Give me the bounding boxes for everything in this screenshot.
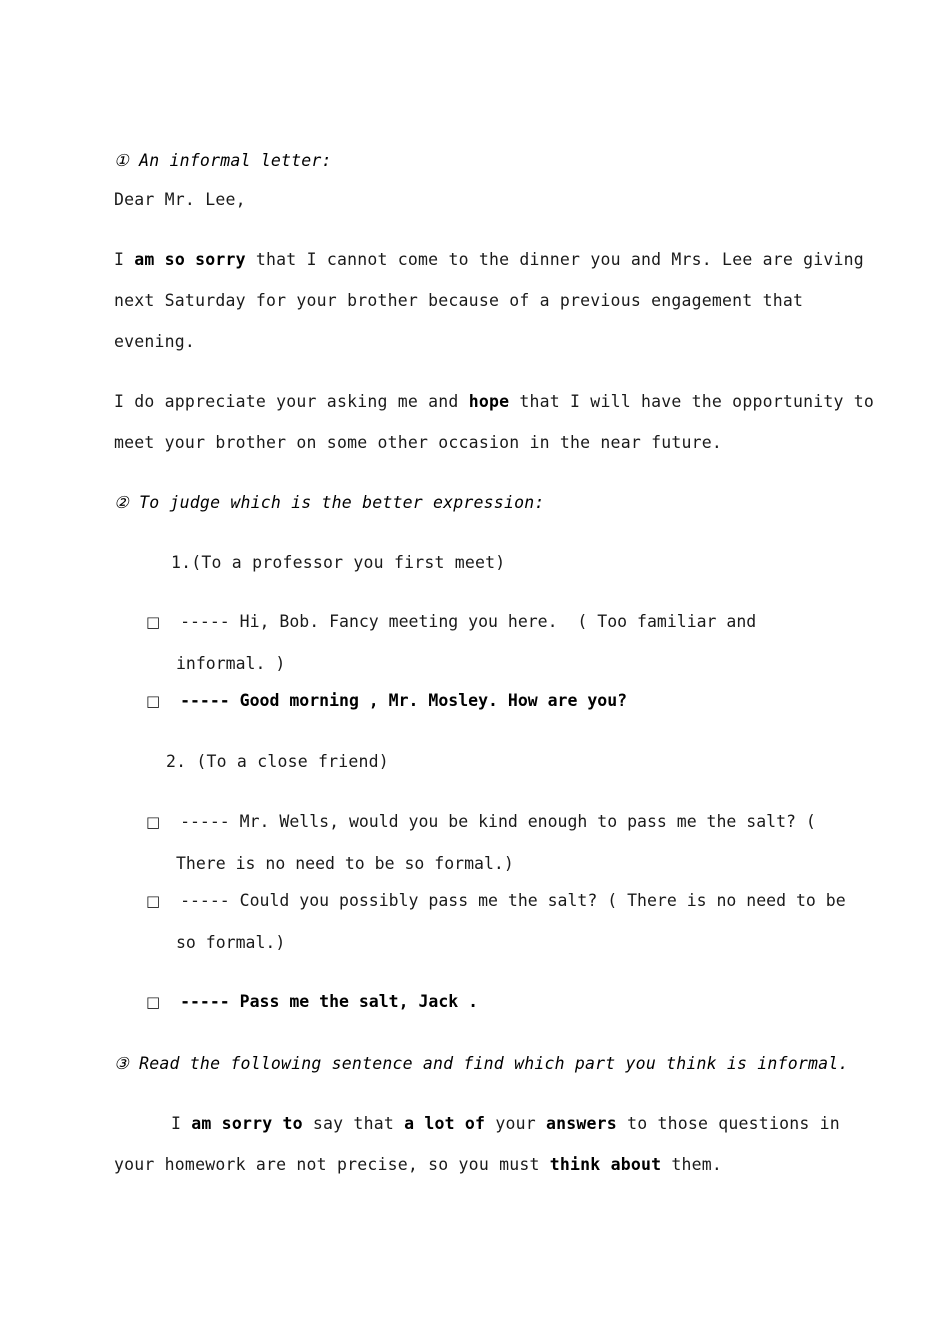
q2-option3 <box>146 991 478 1013</box>
text: your homework are not precise, so you must <box>114 1155 550 1174</box>
text: I <box>171 1114 192 1133</box>
section3-sentence-line1 <box>171 1113 840 1135</box>
q2-option2 <box>146 890 846 912</box>
text: I <box>114 250 135 269</box>
letter-paragraph2-line1 <box>114 391 874 413</box>
option-text-bold: ----- Pass me the salt, Jack . <box>180 992 479 1011</box>
section2-heading: ② To judge which is the better expression: <box>114 493 545 512</box>
bold-phrase: a lot of <box>404 1114 486 1133</box>
option-text: ----- Hi, Bob. Fancy meeting you here. ( Too familiar and <box>180 612 757 631</box>
question2-label: 2. (To a close friend) <box>166 752 389 771</box>
q2-option1 <box>146 811 816 833</box>
bold-phrase: hope <box>468 392 510 411</box>
letter-paragraph1-line1 <box>114 249 864 271</box>
bold-phrase: think about <box>549 1155 662 1174</box>
text: to those questions in <box>616 1114 840 1133</box>
bold-phrase: am sorry to <box>191 1114 303 1133</box>
option-text: ----- Could you possibly pass me the salt? ( There is no need to be <box>180 891 846 910</box>
section1-heading: ① An informal letter: <box>114 151 332 170</box>
q1-option1 <box>146 611 756 633</box>
q1-option1-continuation: informal. ) <box>176 654 286 673</box>
letter-paragraph1-line3: evening. <box>114 332 196 351</box>
text: I do appreciate your asking me and <box>114 392 469 411</box>
letter-paragraph1-line2: next Saturday for your brother because of a previous engagement that <box>114 291 804 310</box>
text: that I cannot come to the dinner you and Mrs. Lee are giving <box>245 250 864 269</box>
checkbox-icon[interactable]: □ <box>146 892 161 910</box>
text: say that <box>302 1114 405 1133</box>
checkbox-icon[interactable]: □ <box>146 813 161 831</box>
option-text: ----- Mr. Wells, would you be kind enough to pass me the salt? ( <box>180 812 816 831</box>
text: that I will have the opportunity to <box>509 392 875 411</box>
q2-option2-continuation: so formal.) <box>176 933 286 952</box>
checkbox-icon[interactable]: □ <box>146 613 161 631</box>
letter-paragraph2-line2: meet your brother on some other occasion in the near future. <box>114 433 723 452</box>
bold-phrase: answers <box>546 1114 617 1133</box>
letter-salutation: Dear Mr. Lee, <box>114 190 246 209</box>
checkbox-icon[interactable]: □ <box>146 993 161 1011</box>
text: them. <box>661 1155 723 1174</box>
option-text-bold: ----- Good morning , Mr. Mosley. How are you? <box>180 691 628 710</box>
question1-label: 1.(To a professor you first meet) <box>171 553 506 572</box>
bold-phrase: am so sorry <box>134 250 246 269</box>
section3-sentence-line2 <box>114 1154 722 1176</box>
q2-option1-continuation: There is no need to be so formal.) <box>176 854 514 873</box>
text: your <box>485 1114 546 1133</box>
q1-option2 <box>146 690 627 712</box>
section3-heading: ③ Read the following sentence and find which part you think is informal. <box>114 1054 849 1073</box>
checkbox-icon[interactable]: □ <box>146 692 161 710</box>
